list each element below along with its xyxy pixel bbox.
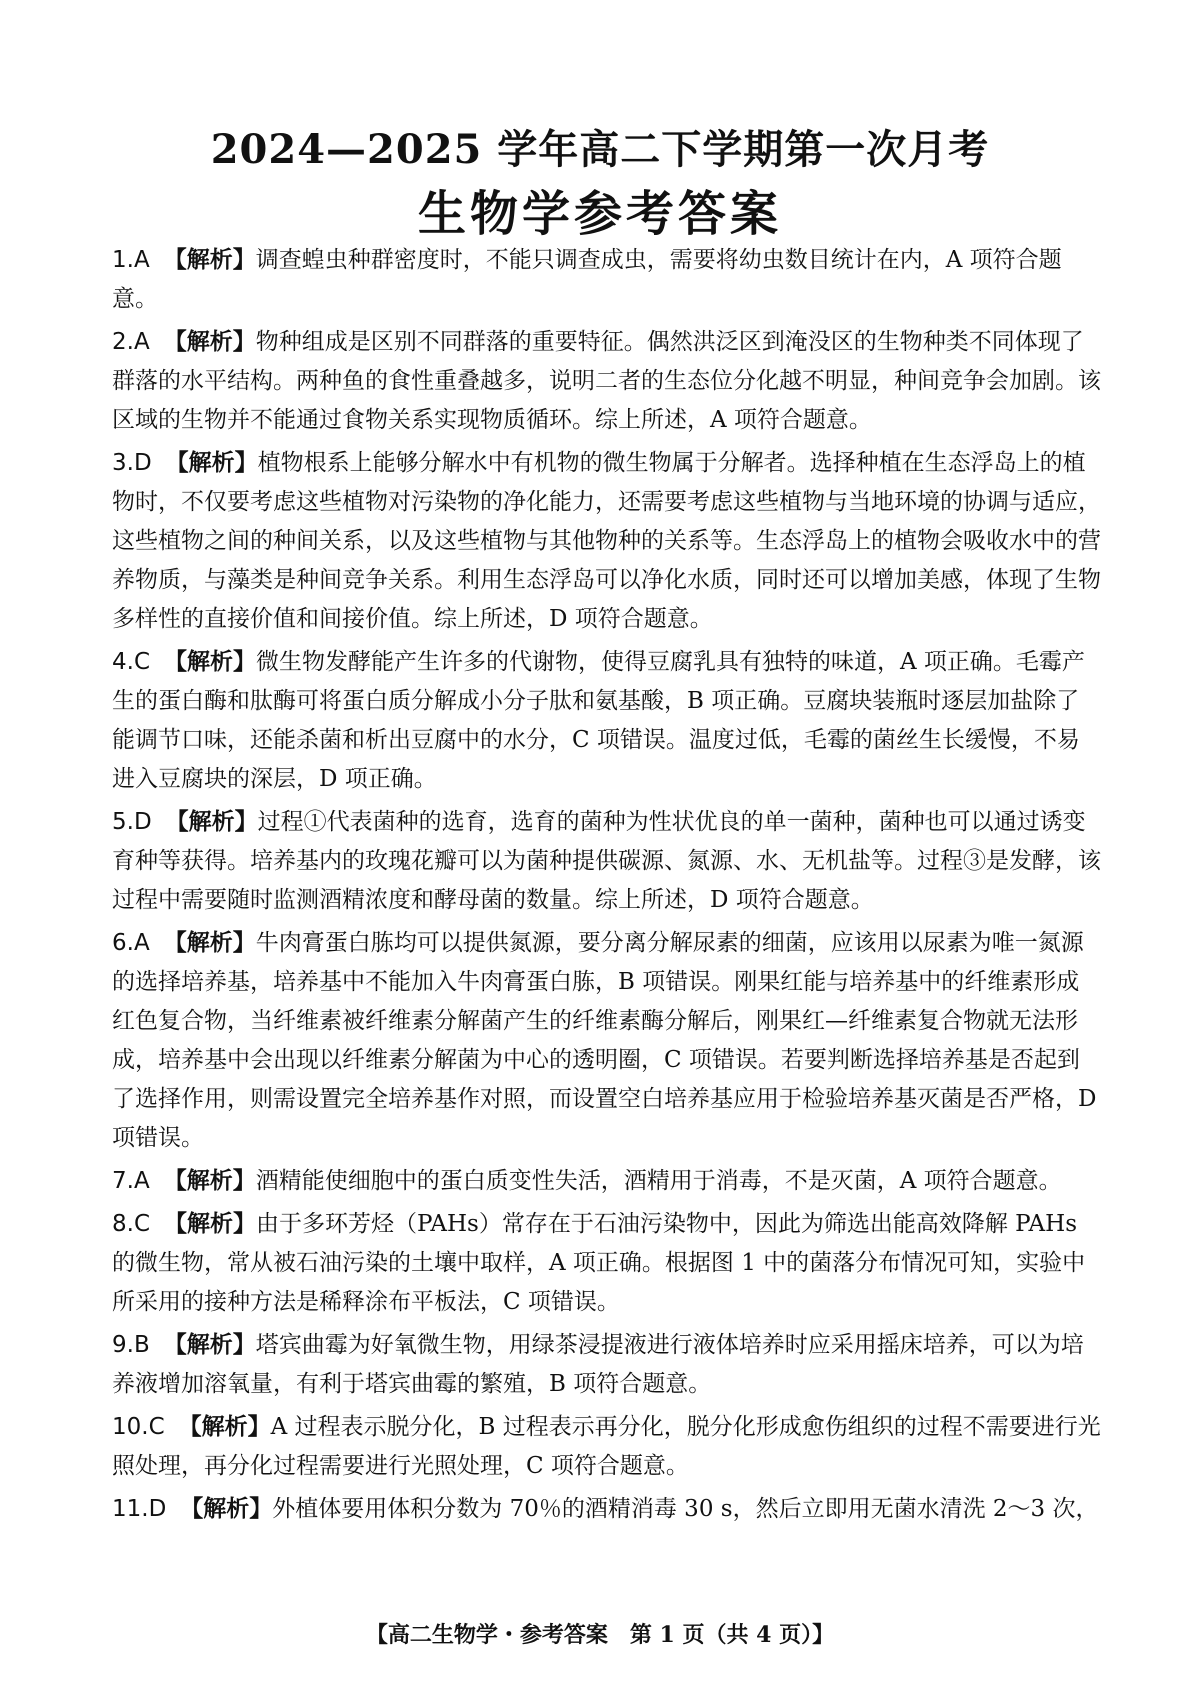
analysis-tag: 【解析】 (178, 1413, 271, 1440)
item-explanation: 酒精能使细胞中的蛋白质变性失活，酒精用于消毒，不是灭菌，A 项符合题意。 (255, 1168, 1062, 1194)
item-answer: C (133, 649, 151, 675)
analysis-tag: 【解析】 (163, 1331, 256, 1358)
item-explanation: 微生物发酵能产生许多的代谢物，使得豆腐乳具有独特的味道，A 项正确。毛霉产生的蛋白酶和肽酶可将蛋白质分解成小分子肽和氨基酸，B 项正确。豆腐块装瓶时逐层加盐除了能调节口味，还能杀菌和析出豆腐中的水分，C 项错误。温度过低，毛霉的菌丝生长缓慢，不易进入豆腐块的深层，D 项正确。 (112, 649, 1085, 792)
item-explanation: 调查蝗虫种群密度时，不能只调查成虫，需要将幼虫数目统计在内，A 项符合题意。 (112, 247, 1062, 312)
item-number: 1. (112, 247, 134, 273)
analysis-tag: 【解析】 (163, 929, 256, 956)
item-answer: B (133, 1332, 150, 1358)
item-number: 5. (112, 809, 134, 835)
item-number: 8. (112, 1211, 134, 1237)
item-explanation: 塔宾曲霉为好氧微生物，用绿茶浸提液进行液体培养时应采用摇床培养，可以为培养液增加溶氧量，有利于塔宾曲霉的繁殖，B 项符合题意。 (112, 1332, 1084, 1397)
answer-item-9 (112, 1325, 1102, 1404)
page-footer: 【高二生物学・参考答案 第 1 页（共 4 页）】 (365, 1622, 835, 1648)
analysis-tag: 【解析】 (163, 246, 256, 273)
answer-item-3 (112, 443, 1102, 639)
item-explanation: 外植体要用体积分数为 70％的酒精消毒 30 s，然后立即用无菌水清洗 2～3 次， (272, 1496, 1099, 1522)
document-title: 生物学参考答案 (417, 186, 782, 242)
item-explanation: 牛肉膏蛋白胨均可以提供氮源，要分离分解尿素的细菌，应该用以尿素为唯一氮源的选择培养基，培养基中不能加入牛肉膏蛋白胨，B 项错误。刚果红能与培养基中的纤维素形成红色复合物，当纤维素被纤维素分解菌产生的纤维素酶分解后，刚果红—纤维素复合物就无法形成，培养基中会出现以纤维素分解菌为中心的透明圈，C 项错误。若要判断选择培养基是否起到了选择作用，则需设置完全培养基作对照，而设置空白培养基应用于检验培养基灭菌是否严格，D 项错误。 (112, 930, 1097, 1151)
item-answer: A (133, 247, 150, 273)
item-explanation: A 过程表示脱分化，B 过程表示再分化，脱分化形成愈伤组织的过程不需要进行光照处理，再分化过程需要进行光照处理，C 项符合题意。 (112, 1414, 1101, 1479)
analysis-tag: 【解析】 (164, 1210, 257, 1237)
item-number: 7. (112, 1168, 134, 1194)
item-number: 6. (112, 930, 134, 956)
item-explanation: 物种组成是区别不同群落的重要特征。偶然洪泛区到淹没区的生物种类不同体现了群落的水平结构。两种鱼的食性重叠越多，说明二者的生态位分化越不明显，种间竞争会加剧。该区域的生物并不能通过食物关系实现物质循环。综上所述，A 项符合题意。 (112, 329, 1101, 433)
item-number: 4. (112, 649, 134, 675)
item-answer: A (133, 1168, 150, 1194)
item-answer: A (133, 329, 150, 355)
analysis-tag: 【解析】 (164, 648, 257, 675)
answer-item-2 (112, 322, 1102, 440)
analysis-tag: 【解析】 (165, 449, 258, 476)
item-explanation: 由于多环芳烃（PAHs）常存在于石油污染物中，因此为筛选出能高效降解 PAHs 的微生物，常从被石油污染的土壤中取样，A 项正确。根据图 1 中的菌落分布情况可知，实验中所采用的接种方法是稀释涂布平板法，C 项错误。 (112, 1211, 1086, 1315)
answer-item-1 (112, 240, 1102, 319)
answer-list (112, 240, 1102, 1532)
item-answer: D (133, 809, 152, 835)
answer-item-5 (112, 802, 1102, 920)
item-explanation: 植物根系上能够分解水中有机物的微生物属于分解者。选择种植在生态浮岛上的植物时，不仅要考虑这些植物对污染物的净化能力，还需要考虑这些植物与当地环境的协调与适应，这些植物之间的种间关系，以及这些植物与其他物种的关系等。生态浮岛上的植物会吸收水中的营养物质，与藻类是种间竞争关系。利用生态浮岛可以净化水质，同时还可以增加美感，体现了生物多样性的直接价值和间接价值。综上所述，D 项符合题意。 (112, 450, 1101, 632)
answer-item-8 (112, 1204, 1102, 1322)
item-number: 10. (112, 1414, 149, 1440)
item-answer: C (148, 1414, 165, 1440)
answer-item-11 (112, 1489, 1102, 1529)
analysis-tag: 【解析】 (163, 328, 256, 355)
item-number: 11. (112, 1496, 149, 1522)
analysis-tag: 【解析】 (163, 1167, 256, 1194)
analysis-tag: 【解析】 (180, 1495, 273, 1522)
item-number: 9. (112, 1332, 134, 1358)
exam-title: 2024—2025 学年高二下学期第一次月考 (210, 126, 990, 173)
answer-item-10 (112, 1407, 1102, 1486)
answer-item-6 (112, 923, 1102, 1158)
item-number: 3. (112, 450, 134, 476)
answer-item-4 (112, 642, 1102, 799)
item-answer: D (133, 450, 152, 476)
item-answer: C (133, 1211, 151, 1237)
item-answer: A (133, 930, 150, 956)
answer-item-7 (112, 1161, 1102, 1201)
item-answer: D (148, 1496, 167, 1522)
item-explanation: 过程①代表菌种的选育，选育的菌种为性状优良的单一菌种，菌种也可以通过诱变育种等获得。培养基内的玫瑰花瓣可以为菌种提供碳源、氮源、水、无机盐等。过程③是发酵，该过程中需要随时监测酒精浓度和酵母菌的数量。综上所述，D 项符合题意。 (112, 809, 1101, 913)
analysis-tag: 【解析】 (165, 808, 258, 835)
item-number: 2. (112, 329, 134, 355)
